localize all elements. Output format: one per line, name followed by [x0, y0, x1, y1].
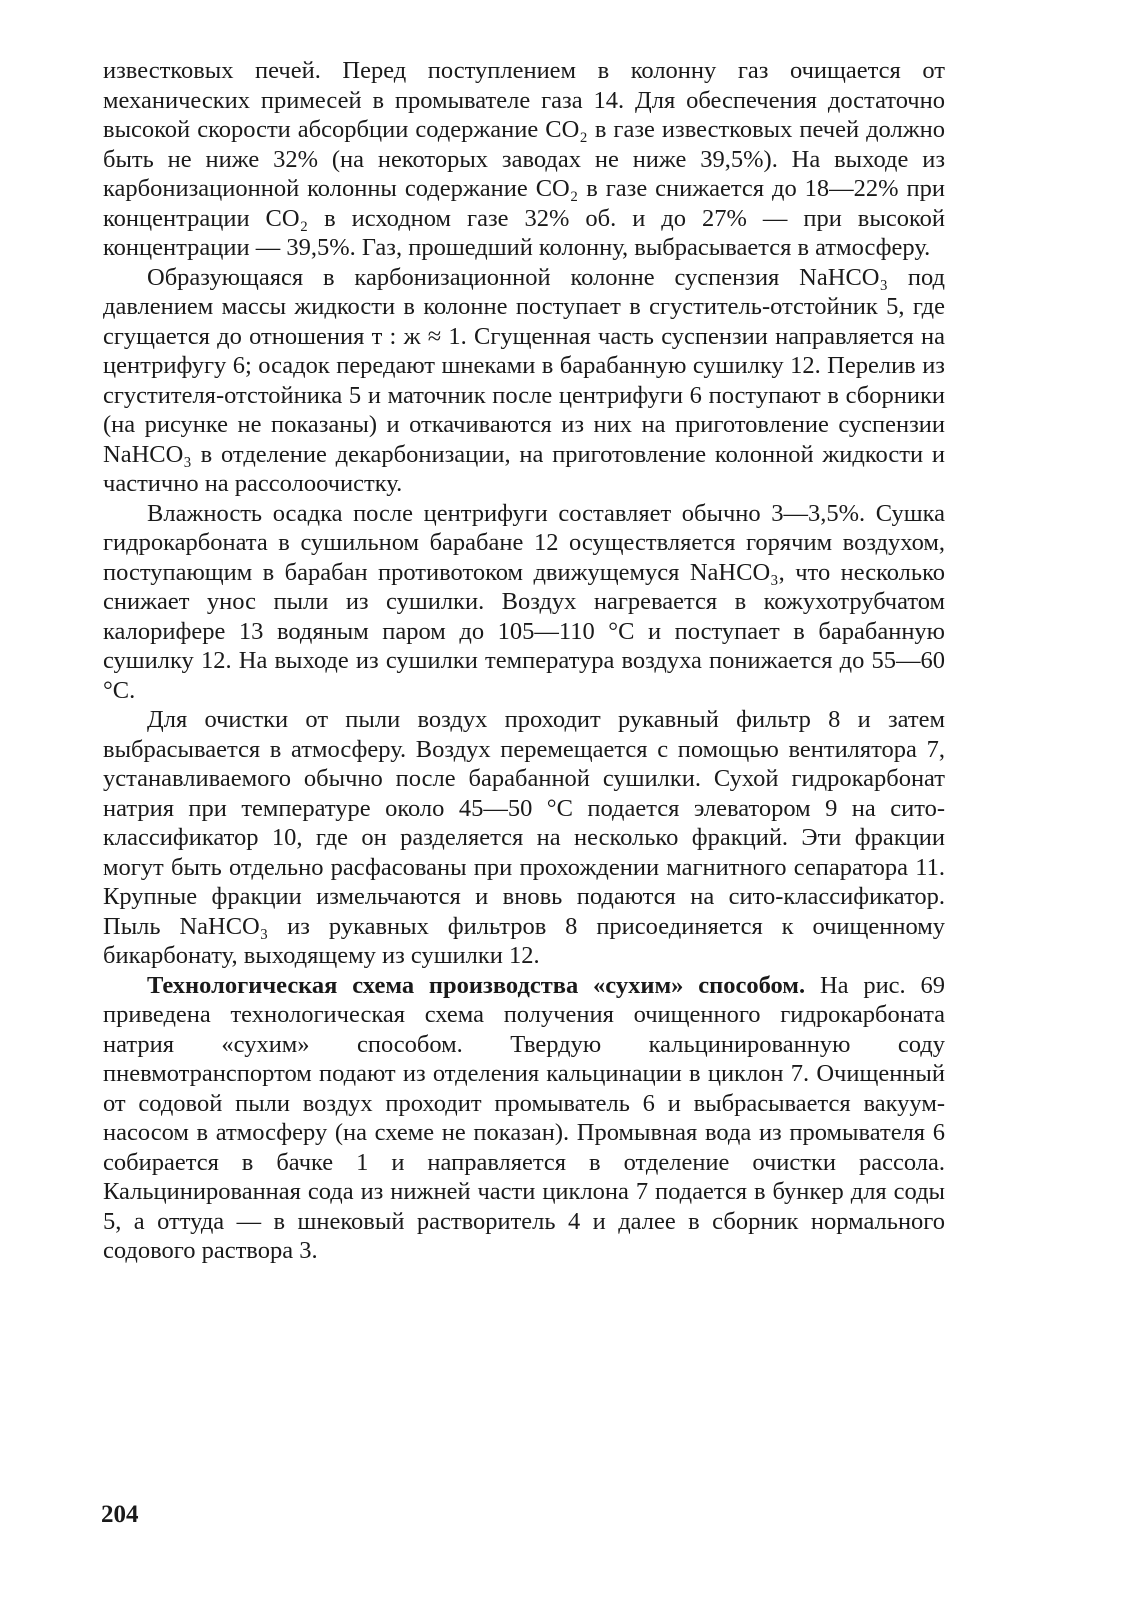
paragraph-drying: Влажность осадка после центрифуги составляет обычно 3—3,5%. Сушка гидрокарбоната в сушильном барабане 12 осуществляется горячим воздухом, поступающим в барабан противотоком движущемуся NaHCO₃, что несколько снижает унос пыли из сушилки. Воздух нагревается в кожухотрубчатом калорифере 13 водяным паром до 105—110 °C и поступает в барабанную сушилку 12. На выходе из сушилки температура воздуха понижается до 55—60 °C. [103, 499, 945, 704]
section-body: На рис. 69 приведена технологическая схема получения очищенного гидрокарбоната натрия «сухим» способом. Твердую кальцинированную соду пневмотранспортом подают из отделения кальцинации в циклон 7. Очищенный от содовой пыли воздух проходит промыватель 6 и выбрасывается вакуум-насосом в атмосферу (на схеме не показан). Промывная вода из промывателя 6 собирается в бачке 1 и направляется в отделение очистки рассола. Кальцинированная сода из нижней части циклона 7 подается в бункер для соды 5, а оттуда — в шнековый растворитель 4 и далее в сборник нормального содового раствора 3. [103, 971, 945, 1264]
paragraph-dry-method [103, 971, 945, 1266]
page-number: 204 [101, 1501, 139, 1528]
paragraph-suspension: Образующаяся в карбонизационной колонне суспензия NaHCO₃ под давлением массы жидкости в колонне поступает в сгуститель-отстойник 5, где сгущается до отношения т : ж ≈ 1. Сгущенная часть суспензии направляется на центрифугу 6; осадок передают шнеками в барабанную сушилку 12. Перелив из сгустителя-отстойника 5 и маточник после центрифуги 6 поступают в сборники (на рисунке не показаны) и откачиваются из них на приготовление суспензии NaHCO₃ в отделение декарбонизации, на приготовление колонной жидкости и частично на рассолоочистку. [103, 263, 945, 497]
section-heading: Технологическая схема производства «сухим» способом. [147, 971, 806, 999]
paragraph-continuation: известковых печей. Перед поступлением в колонну газ очищается от механических примесей в промывателе газа 14. Для обеспечения достаточно высокой скорости абсорбции содержание CO₂ в газе известковых печей должно быть не ниже 32% (на некоторых заводах не ниже 39,5%). На выходе из карбонизационной колонны содержание CO₂ в газе снижается до 18—22% при концентрации CO₂ в исходном газе 32% об. и до 27% — при высокой концентрации — 39,5%. Газ, прошедший колонну, выбрасывается в атмосферу. [103, 57, 945, 261]
paragraph-dust-cleaning: Для очистки от пыли воздух проходит рукавный фильтр 8 и затем выбрасывается в атмосферу. Воздух перемещается с помощью вентилятора 7, устанавливаемого обычно после барабанной сушилки. Сухой гидрокарбонат натрия при температуре около 45—50 °C подается элеватором 9 на сито-классификатор 10, где он разделяется на несколько фракций. Эти фракции могут быть отдельно расфасованы при прохождении магнитного сепаратора 11. Крупные фракции измельчаются и вновь подаются на сито-классификатор. Пыль NaHCO₃ из рукавных фильтров 8 присоединяется к очищенному бикарбонату, выходящему из сушилки 12. [103, 706, 945, 969]
page-text [103, 56, 945, 1266]
